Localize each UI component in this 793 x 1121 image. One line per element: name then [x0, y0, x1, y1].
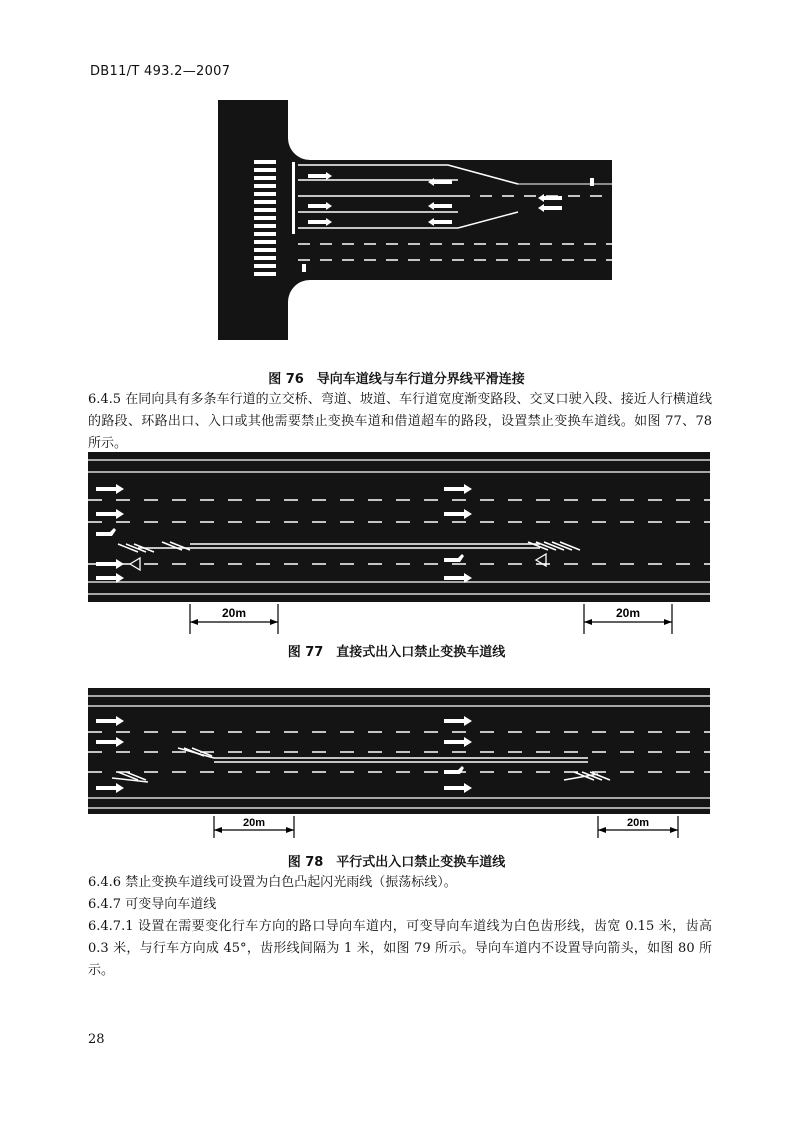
figure-77-dimension-left: 20m — [221, 606, 247, 620]
paragraph-6-4-5: 6.4.5 在同向具有多条车行道的立交桥、弯道、坡道、车行道宽度渐变路段、交叉口驶入段、接近人行横道线的路段、环路出口、入口或其他需要禁止变换车道和借道超车的路段，设置禁止变换车道线。如图 77、78 所示。 — [88, 392, 712, 451]
figure-78-dimension-left: 20m — [242, 817, 266, 829]
figure-78-diagram — [88, 688, 710, 838]
figure-76-diagram — [218, 100, 612, 340]
figure-77-caption: 图 77 直接式出入口禁止变换车道线 — [287, 645, 506, 660]
figure-77-dimension-right: 20m — [615, 606, 641, 620]
page-number: 28 — [88, 1032, 105, 1047]
figure-76-caption: 图 76 导向车道线与车行道分界线平滑连接 — [268, 372, 525, 387]
figure-78-caption: 图 78 平行式出入口禁止变换车道线 — [287, 855, 506, 870]
figure-77-diagram — [88, 452, 710, 642]
document-number: DB11/T 493.2—2007 — [90, 64, 231, 79]
paragraph-6-4-7: 6.4.7 可变导向车道线 — [88, 897, 217, 912]
paragraph-6-4-7-1: 6.4.7.1 设置在需要变化行车方向的路口导向车道内，可变导向车道线为白色齿形线，齿宽 0.15 米，齿高 0.3 米，与行车方向成 45°，齿形线间隔为 1 米，如图 79 所示。导向车道内不设置导向箭头，如图 80 所示。 — [88, 919, 712, 978]
paragraph-6-4-6: 6.4.6 禁止变换车道线可设置为白色凸起闪光雨线（振荡标线）。 — [88, 875, 457, 890]
figure-78-dimension-right: 20m — [626, 817, 650, 829]
